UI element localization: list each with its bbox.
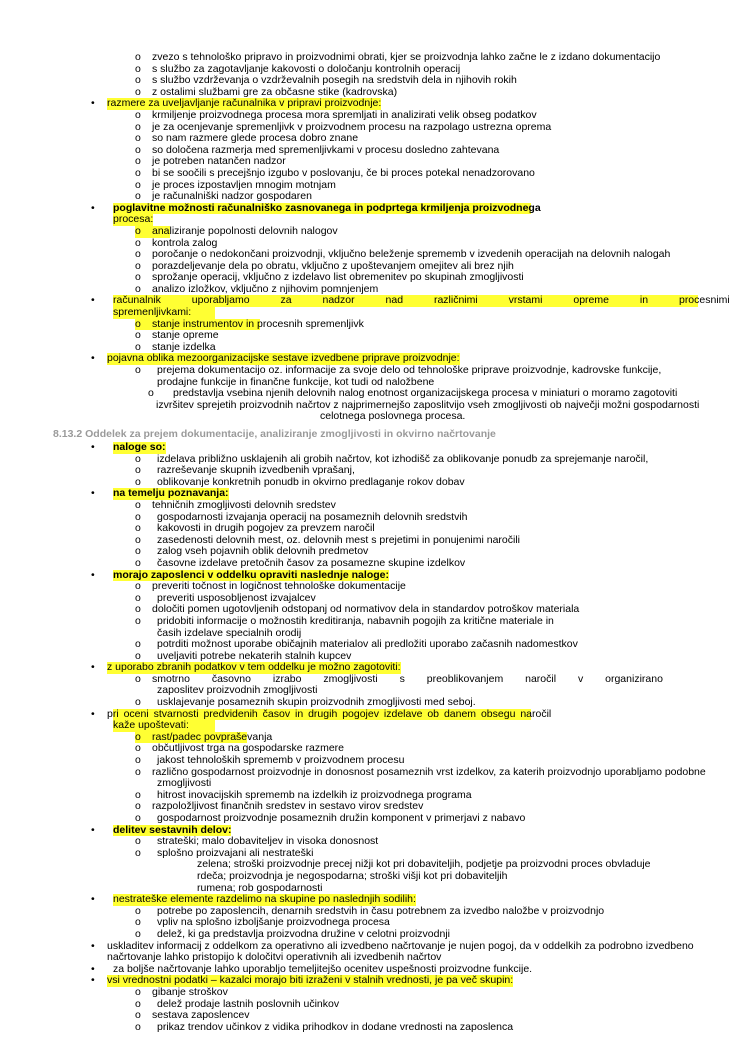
list-item (0, 558, 750, 570)
list-item-text: usklajevanje posameznih skupin proizvodnih zmogljivosti med seboj. (157, 696, 476, 709)
bullet-marker: • (91, 201, 95, 214)
list-item-text: razreševanje skupnih izvedbenih vprašanj, (157, 464, 355, 477)
sub-bullet-marker: o (135, 259, 141, 272)
list-item-text: krmiljenje proizvodnega procesa mora spremljati in analizirati velik obseg podatkov (152, 108, 537, 121)
list-item (0, 52, 750, 64)
sub-bullet-marker: o (148, 387, 154, 400)
list-item-text: časovne izdelave pretočnih časov za posamezne skupine izdelkov (157, 556, 466, 569)
list-item (0, 581, 750, 593)
sub-bullet-marker: o (135, 603, 141, 616)
list-item (0, 145, 750, 157)
list-item-text: stanje izdelka (152, 340, 216, 353)
sub-bullet-marker: o (135, 108, 141, 121)
document-page (0, 52, 750, 1033)
section-heading-text: 8.13.2 Oddelek za prejem dokumentacije, analiziranje zmogljivosti in okvirno načrtovanje (53, 428, 496, 440)
bullet-marker: • (91, 707, 95, 720)
sub-bullet-marker: o (135, 730, 141, 743)
list-item (0, 110, 750, 122)
list-item-continuation (0, 952, 750, 964)
list-item-text: je potreben natančen nadzor (152, 155, 286, 168)
list-item-continuation (0, 411, 750, 423)
sub-bullet-marker: o (135, 545, 141, 558)
list-item-text: prikaz trendov učinkov z vidika prihodkov in dodane vrednosti na zaposlenca (157, 1020, 514, 1033)
list-item (0, 249, 750, 261)
list-item-text: načrtovanje lahko pristopijo k določitvi operativnih ali izvedbenih načrtov (107, 951, 442, 964)
list-item-text: porazdeljevanje dela po obratu, vključno z upoštevanjem omejitev ali brez njih (152, 259, 514, 272)
sub-bullet-marker: o (135, 985, 141, 998)
sub-bullet-marker: o (135, 62, 141, 75)
list-item-text: zaposlitev proizvodnih zmogljivosti (157, 684, 318, 697)
section-heading (0, 428, 750, 442)
list-item (0, 732, 750, 744)
sub-bullet-marker: o (135, 638, 141, 651)
list-item-text: s službo vzdrževanja o vzdrževalnih posegih na sredstvih dela in njihovih rokih (152, 74, 517, 87)
list-item-text: za boljše načrtovanje lahko uporabljo temeljitejšo ocenitev uspešnosti proizvodne funkcije. (113, 962, 533, 975)
list-item (0, 871, 750, 883)
list-item (0, 836, 750, 848)
list-item (0, 999, 750, 1011)
list-item-text: zalog vseh pojavnih oblik delovnih predmetov (157, 545, 369, 558)
list-item-text: smotrno časovno izrabo zmogljivosti s preoblikovanjem naročil v organizirano (152, 672, 663, 685)
list-item (0, 500, 750, 512)
list-item (0, 535, 750, 547)
bullet-marker: • (91, 441, 95, 453)
list-item-text: s službo za zagotavljanje kakovosti o določanju kontrolnih operacij (152, 62, 461, 75)
list-item-text: so nam razmere glede procesa dobro znane (152, 132, 359, 145)
sub-bullet-marker: o (135, 765, 141, 778)
list-item-text: potrditi možnost uporabe običajnih materialov ali predložiti uporabo začasnih nadomestkov (157, 638, 578, 651)
list-item-text: zelena; stroški proizvodnje precej nižji kot pri dobaviteljih, podjetje pa proizvodni proces obvladuje (197, 858, 651, 871)
sub-bullet-marker: o (135, 556, 141, 569)
list-item (0, 330, 750, 342)
sub-bullet-marker: o (135, 166, 141, 179)
sub-bullet-marker: o (135, 464, 141, 477)
list-item-text: gospodarnost proizvodnje posameznih družin komponent v primerjavi z nabavo (157, 812, 526, 824)
list-item (0, 616, 750, 628)
sub-bullet-marker: o (135, 452, 141, 465)
bullet-marker: • (91, 568, 95, 581)
list-item-text: potrebe po zaposlencih, denarnih sredstvih in času potrebnem za izvedbo naložbe v proizvodnjo (157, 904, 605, 917)
list-item (0, 1010, 750, 1022)
list-item (0, 1022, 750, 1034)
list-item-text: hitrost inovacijskih sprememb na izdelkih iz proizvodnega programa (157, 788, 472, 801)
list-item (0, 488, 750, 500)
list-item-text: rumena; rob gospodarnosti (197, 881, 323, 894)
list-item-text: različno gospodarnost proizvodnje in donosnost posameznih vrst izdelkov, za katerih proizvodnjo uporabljamo podobne (152, 765, 706, 778)
sub-bullet-marker: o (135, 742, 141, 755)
list-item (0, 191, 750, 203)
list-item-text: kaže upoštevati: (113, 719, 189, 732)
list-item-text: sestava zaposlencev (152, 1009, 250, 1022)
list-item-text: prejema dokumentacijo oz. informacije za svoje delo od tehnološke priprave proizvodnje, kadrovske funkcije, (157, 364, 662, 377)
sub-bullet-marker: o (135, 916, 141, 929)
list-item-text: predstavlja vsebina njenih delovnih nalog enotnost organizacijskega procesa v miniaturi o moramo zagotoviti (173, 387, 678, 400)
bullet-marker: • (91, 974, 95, 987)
list-item (0, 122, 750, 134)
sub-bullet-marker: o (135, 224, 141, 237)
list-item (0, 894, 750, 906)
list-item-text: časih izdelave specialnih orodij (157, 626, 302, 639)
sub-bullet-marker: o (135, 282, 141, 295)
bullet-marker: • (91, 352, 95, 365)
list-item-text: računalnik uporabljamo za nadzor nad različnimi vrstami opreme in procesnimi (113, 294, 730, 307)
list-item-text: kontrola zalog (152, 236, 218, 249)
list-item-text: zasedenosti delovnih mest, oz. delovnih mest s prejetimi in ponujenimi naročili (157, 533, 521, 546)
sub-bullet-marker: o (135, 510, 141, 523)
list-item-text: jakost tehnoloških sprememb v proizvodnem procesu (157, 754, 405, 767)
list-item-text: celotnega poslovnega procesa. (320, 410, 466, 423)
sub-bullet-marker: o (135, 533, 141, 546)
sub-bullet-marker: o (135, 74, 141, 87)
list-item-text: splošno proizvajani ali nestrateški (157, 846, 314, 859)
list-item-text: razpoložljivost finančnih sredstev in sestavo virov sredstev (152, 800, 424, 813)
list-item (0, 512, 750, 524)
list-item-text: uveljaviti potrebe nekaterih stalnih kupcev (157, 649, 352, 662)
list-item-text: je proces izpostavljen mnogim motnjam (152, 178, 336, 191)
list-item (0, 975, 750, 987)
sub-bullet-marker: o (135, 51, 141, 63)
sub-bullet-marker: o (135, 190, 141, 203)
list-item-text: pri oceni stvarnosti predvidenih časov in drugih pogojev izdelave ob danem obsegu naročil (107, 707, 552, 720)
sub-bullet-marker: o (135, 846, 141, 859)
list-item-continuation (0, 214, 750, 226)
bullet-marker: • (91, 487, 95, 500)
list-item (0, 639, 750, 651)
list-item-text: z ostalimi službami gre za občasne stike (kadrovska) (152, 85, 398, 98)
bullet-marker: • (91, 962, 95, 975)
list-item-text: je računalniški nadzor gospodaren (152, 190, 312, 203)
bullet-marker: • (91, 661, 95, 674)
list-item-text: nestrateške elemente razdelimo na skupine po naslednjih sodilih: (113, 893, 416, 906)
sub-bullet-marker: o (135, 591, 141, 604)
list-item-text: morajo zaposlenci v oddelku opraviti naslednje naloge: (113, 568, 389, 581)
list-item-text: določiti pomen ugotovljenih odstopanj od normativov dela in standardov potroškov materiala (152, 603, 580, 616)
list-item-text: rast/padec povpraševanja (152, 730, 273, 743)
list-item (0, 180, 750, 192)
list-item (0, 168, 750, 180)
sub-bullet-marker: o (135, 754, 141, 767)
list-item-text: procesa: (113, 213, 154, 226)
list-item-text: gospodarnosti izvajanja operacij na posameznih delovnih sredstvih (157, 510, 468, 523)
sub-bullet-marker: o (135, 614, 141, 627)
list-item-text: delež, ki ga predstavlja proizvodna družine v celotni proizvodnji (157, 927, 450, 940)
sub-bullet-marker: o (135, 1009, 141, 1022)
sub-bullet-marker: o (135, 143, 141, 156)
list-item-continuation (0, 307, 750, 319)
sub-bullet-marker: o (135, 120, 141, 133)
list-item-text: stanje instrumentov in procesnih spremenljivk (152, 317, 364, 330)
list-item-text: sprožanje operacij, vključno z izdelavo list obremenitev po skupinah zmogljivosti (152, 271, 524, 284)
list-item (0, 319, 750, 331)
sub-bullet-marker: o (135, 1020, 141, 1033)
sub-bullet-marker: o (135, 248, 141, 261)
sub-bullet-marker: o (135, 329, 141, 342)
sub-bullet-marker: o (135, 927, 141, 940)
sub-bullet-marker: o (135, 85, 141, 98)
list-item (0, 442, 750, 454)
list-item-text: z uporabo zbranih podatkov v tem oddelku je možno zagotoviti: (107, 661, 401, 674)
bullet-marker: • (91, 823, 95, 836)
list-item-text: na temelju poznavanja: (113, 487, 229, 500)
list-item-text: občutljivost trga na gospodarske razmere (152, 742, 345, 755)
sub-bullet-marker: o (135, 812, 141, 824)
list-item-text: stanje opreme (152, 329, 219, 342)
list-item-text: pridobiti informacije o možnostih kreditiranja, nabavnih pogojih za kritične materiale in (157, 614, 554, 627)
sub-bullet-marker: o (135, 800, 141, 813)
list-item (0, 226, 750, 238)
list-item-text: analiziranje popolnosti delovnih nalogov (152, 224, 338, 237)
sub-bullet-marker: o (135, 904, 141, 917)
list-item-text: tehničnih zmogljivosti delovnih sredstev (152, 498, 336, 511)
sub-bullet-marker: o (135, 672, 141, 685)
list-item-text: delitev sestavnih delov: (113, 823, 232, 836)
list-item-text: uskladitev informacij z oddelkom za operativno ali izvedbeno načrtovanje je nujen pogoj, da v oddelkih za podrobno izvedbeno (107, 939, 694, 952)
sub-bullet-marker: o (135, 475, 141, 488)
sub-bullet-marker: o (135, 788, 141, 801)
list-item-continuation (0, 720, 750, 732)
bullet-marker: • (91, 294, 95, 307)
sub-bullet-marker: o (135, 271, 141, 284)
list-item (0, 767, 750, 779)
list-item-text: zmogljivosti (157, 777, 212, 790)
list-item (0, 674, 750, 686)
list-item (0, 755, 750, 767)
list-item-text: poročanje o nedokončani proizvodnji, vključno beleženje sprememb v izvedenih operacijah na delovnih nalogah (152, 248, 671, 261)
list-item-text: prodajne funkcije in finančne funkcije, kot tudi od naložbene (157, 375, 435, 388)
list-item-text: izdelava približno usklajenih ali grobih načrtov, kot izhodišč za oblikovanje ponudb za sprejemanje naročil, (157, 452, 649, 465)
sub-bullet-marker: o (135, 364, 141, 377)
list-item (0, 929, 750, 941)
list-item (0, 813, 750, 825)
list-item-text: kakovosti in drugih pogojev za prevzem naročil (157, 522, 375, 535)
list-item-text: analizo izložkov, vključno z njihovim pomnjenjem (152, 282, 379, 295)
sub-bullet-marker: o (135, 580, 141, 593)
bullet-marker: • (91, 939, 95, 952)
sub-bullet-marker: o (135, 835, 141, 848)
list-item-text: oblikovanje konkretnih ponudb in okvirno predlaganje rokov dobav (157, 475, 465, 488)
list-item-text: so določena razmerja med spremenljivkami v procesu dosledno zahtevana (152, 143, 500, 156)
list-item (0, 697, 750, 709)
sub-bullet-marker: o (135, 178, 141, 191)
list-item-text: izvršitev sprejetih proizvodnih načrtov z najprimernejšo zaposlitvijo vseh zmogljivosti ob največji možni gospodarnosti (156, 398, 700, 411)
list-item-text: je za ocenjevanje spremenljivk v proizvodnem procesu na razpolago ustrezna oprema (152, 120, 552, 133)
list-item (0, 454, 750, 466)
sub-bullet-marker: o (135, 696, 141, 709)
list-item (0, 523, 750, 535)
sub-bullet-marker: o (135, 236, 141, 249)
list-item-text: delež prodaje lastnih poslovnih učinkov (157, 997, 340, 1010)
sub-bullet-marker: o (135, 498, 141, 511)
sub-bullet-marker: o (135, 317, 141, 330)
sub-bullet-marker: o (135, 997, 141, 1010)
list-item-text: vsi vrednostni podatki – kazalci morajo biti izraženi v stalnih vrednosti, je pa več skupin: (107, 974, 514, 987)
list-item-text: zvezo s tehnološko pripravo in proizvodnimi obrati, kjer se proizvodnja lahko začne le z izdano dokumentacijo (152, 51, 661, 63)
list-item-text: naloge so: (113, 441, 166, 453)
list-item-text: vpliv na splošno izboljšanje proizvodnega procesa (157, 916, 390, 929)
list-item-text: pojavna oblika mezoorganizacijske sestave izvedbene priprave proizvodnje: (107, 352, 460, 365)
sub-bullet-marker: o (135, 340, 141, 353)
list-item-text: preveriti točnost in logičnost tehnološke dokumentacije (152, 580, 406, 593)
bullet-marker: • (91, 893, 95, 906)
list-item (0, 365, 750, 377)
list-item-text: spremenljivkami: (113, 306, 192, 319)
list-item-text: rdeča; proizvodnja je negospodarna; stroški višji kot pri dobaviteljih (197, 869, 508, 882)
list-item-text: strateški; malo dobaviteljev in visoka donosnost (157, 835, 379, 848)
sub-bullet-marker: o (135, 649, 141, 662)
list-item-text: preveriti usposobljenost izvajalcev (157, 591, 316, 604)
sub-bullet-marker: o (135, 522, 141, 535)
sub-bullet-marker: o (135, 155, 141, 168)
list-item (0, 133, 750, 145)
bullet-marker: • (91, 97, 95, 110)
sub-bullet-marker: o (135, 132, 141, 145)
list-item-text: gibanje stroškov (152, 985, 228, 998)
list-item-text: bi se soočili s precejšnjo izgubo v poslovanju, če bi proces potekal nenadzorovano (152, 166, 535, 179)
list-item-text: poglavitne možnosti računalniško zasnovanega in podprtega krmiljenja proizvodnega (113, 201, 541, 214)
list-item-text: razmere za uveljavljanje računalnika v pripravi proizvodnje: (107, 97, 382, 110)
list-item (0, 987, 750, 999)
